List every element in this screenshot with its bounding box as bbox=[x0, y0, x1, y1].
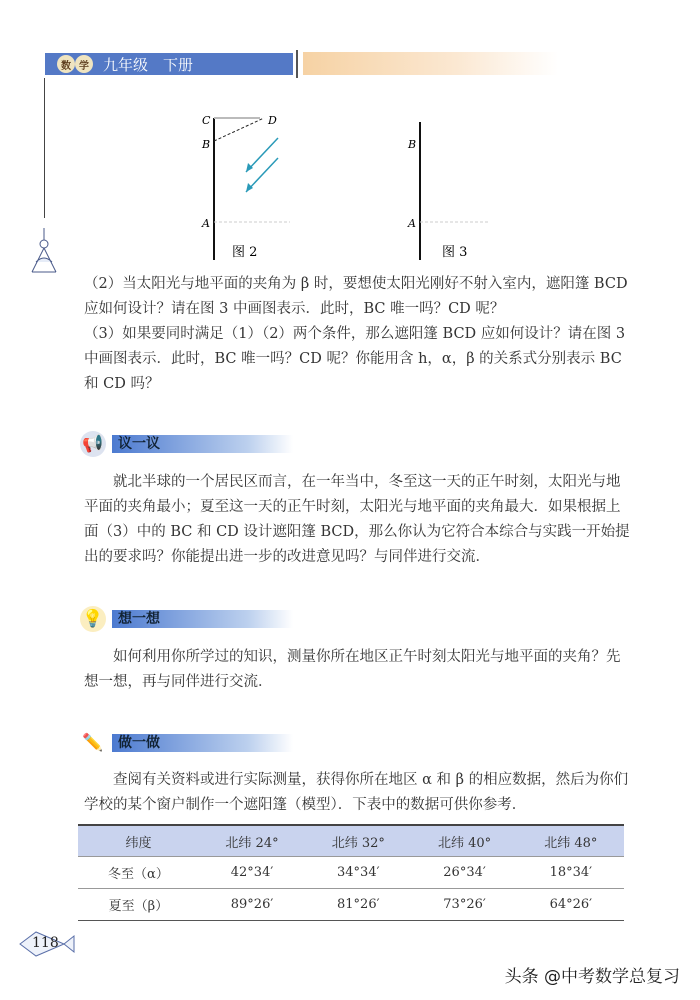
header-divider bbox=[296, 50, 298, 78]
table-cell: 42°34′ bbox=[199, 857, 305, 889]
table-row bbox=[78, 857, 624, 889]
figure-2-caption: 图 2 bbox=[232, 245, 258, 260]
section-discuss-text: 就北半球的一个居民区而言，在一年当中，冬至这一天的正午时刻，太阳光与地平面的夹角最小；夏至这一天的正午时刻，太阳光与地平面的夹角最大．如果根据上面（3）中的 BC 和 CD 设计遮阳篷 BCD，那么你认为它符合本综合与实践一开始提出的要求吗？你能提出进一步的改进意见吗？与同伴进行交流． bbox=[84, 474, 630, 565]
label-a: A bbox=[408, 217, 416, 230]
table-cell: 73°26′ bbox=[411, 889, 517, 921]
column-header: 北纬 48° bbox=[518, 825, 624, 857]
section-discuss-header bbox=[80, 431, 293, 457]
table-header-row bbox=[78, 825, 624, 857]
section-do-header bbox=[80, 730, 293, 756]
column-header: 北纬 40° bbox=[411, 825, 517, 857]
header-bar bbox=[45, 53, 293, 75]
page-number-badge bbox=[18, 930, 76, 958]
section-title: 想一想 bbox=[112, 610, 293, 628]
section-think-header bbox=[80, 606, 293, 632]
label-b: B bbox=[202, 138, 211, 151]
label-b: B bbox=[408, 138, 417, 151]
column-header: 北纬 24° bbox=[199, 825, 305, 857]
label-d: D bbox=[268, 114, 277, 127]
table-cell: 冬至（α） bbox=[78, 857, 199, 889]
table-row bbox=[78, 889, 624, 921]
lightbulb-icon: 💡 bbox=[80, 606, 106, 632]
figure-3 bbox=[407, 122, 490, 260]
megaphone-icon: 📢 bbox=[80, 431, 106, 457]
paragraph-3: （3）如果要同时满足（1）（2）两个条件，那么遮阳篷 BCD 应如何设计？请在图 3 中画图表示．此时，BC 唯一吗？CD 呢？你能用含 h，α，β 的关系式分别表示 BC 和 CD 吗？ bbox=[84, 326, 626, 392]
header-band bbox=[303, 52, 558, 75]
table-cell: 81°26′ bbox=[305, 889, 411, 921]
column-header: 纬度 bbox=[78, 825, 199, 857]
table-cell: 64°26′ bbox=[518, 889, 624, 921]
subject-logo: 数 学 bbox=[57, 55, 93, 73]
watermark: 头条 @中考数学总复习 bbox=[504, 967, 680, 987]
label-c: C bbox=[202, 114, 211, 127]
compass-icon bbox=[26, 226, 66, 276]
figure-2 bbox=[201, 114, 290, 260]
label-a: A bbox=[202, 217, 210, 230]
margin-line bbox=[44, 78, 45, 218]
table-cell: 夏至（β） bbox=[78, 889, 199, 921]
section-think-text: 如何利用你所学过的知识，测量你所在地区正午时刻太阳光与地平面的夹角？先想一想，再与同伴进行交流． bbox=[84, 649, 621, 690]
table-cell: 26°34′ bbox=[411, 857, 517, 889]
table-cell: 18°34′ bbox=[518, 857, 624, 889]
section-do-text: 查阅有关资料或进行实际测量，获得你所在地区 α 和 β 的相应数据，然后为你们学校的某个窗户制作一个遮阳篷（模型）．下表中的数据可供你参考． bbox=[84, 772, 629, 813]
figures bbox=[190, 110, 490, 260]
header-title: 九年级 下册 bbox=[103, 55, 194, 74]
paragraph-2: （2）当太阳光与地平面的夹角为 β 时，要想使太阳光刚好不射入室内，遮阳篷 BCD 应如何设计？请在图 3 中画图表示．此时，BC 唯一吗？CD 呢？ bbox=[84, 276, 628, 317]
section-title: 做一做 bbox=[112, 734, 293, 752]
column-header: 北纬 32° bbox=[305, 825, 411, 857]
solar-angle-table bbox=[78, 824, 624, 921]
pencil-icon: ✏️ bbox=[82, 733, 104, 753]
section-title: 议一议 bbox=[112, 435, 293, 453]
table-cell: 34°34′ bbox=[305, 857, 411, 889]
table-cell: 89°26′ bbox=[199, 889, 305, 921]
page-number: 118 bbox=[32, 935, 59, 951]
figure-3-caption: 图 3 bbox=[442, 245, 468, 260]
